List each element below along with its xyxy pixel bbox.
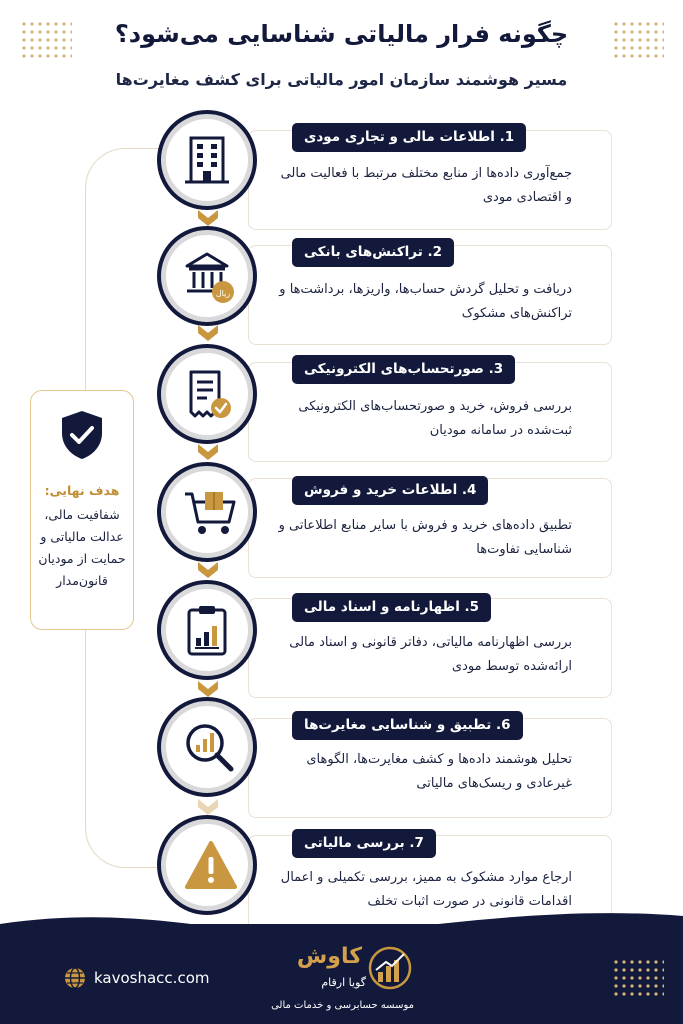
logo-tagline: موسسه حسابرسی و خدمات مالی: [271, 1000, 414, 1011]
decorative-dots: [612, 958, 664, 996]
logo-subtitle: گویا ارقام: [321, 976, 366, 989]
step-desc-3: بررسی فروش، خرید و صورتحساب‌های الکترونیکی ثبت‌شده در سامانه مودیان: [298, 399, 572, 439]
goal-box: [30, 390, 134, 630]
growth-chart-icon: [368, 944, 412, 992]
warning-icon: [183, 839, 239, 895]
step-title-6: 6. تطبیق و شناسایی مغایرت‌ها: [292, 711, 523, 740]
building-icon: [183, 134, 231, 186]
step-title-2: 2. تراکنش‌های بانکی: [292, 238, 454, 267]
shield-check-icon: [59, 409, 105, 461]
step-icon-circle-1: [157, 110, 257, 210]
invoice-icon: [183, 368, 235, 424]
logo-name: کاوش: [296, 944, 362, 969]
clipboard-chart-icon: [183, 604, 235, 660]
brand-logo: [271, 938, 414, 1018]
step-title-3: 3. صورتحساب‌های الکترونیکی: [292, 355, 515, 384]
page-title: چگونه فرار مالیاتی شناسایی می‌شود؟: [114, 20, 569, 48]
step-title-7: 7. بررسی مالیاتی: [292, 829, 436, 858]
currency-badge: ریال: [215, 289, 231, 298]
step-icon-circle-4: [157, 462, 257, 562]
chevron-down-icon: [196, 558, 220, 582]
step-icon-circle-5: [157, 580, 257, 680]
step-title-5: 5. اظهارنامه و اسناد مالی: [292, 593, 491, 622]
chevron-down-icon: [196, 440, 220, 464]
step-desc-4: تطبیق داده‌های خرید و فروش با سایر منابع اطلاعاتی و شناسایی تفاوت‌ها: [278, 518, 572, 558]
step-title-1: 1. اطلاعات مالی و تجاری مودی: [292, 123, 526, 152]
page-subtitle: مسیر هوشمند سازمان امور مالیاتی برای کشف مغایرت‌ها: [115, 70, 568, 89]
website-text: kavoshacc.com: [94, 969, 210, 987]
website-link[interactable]: [64, 967, 209, 989]
bank-icon: [183, 250, 235, 306]
goal-text: شفافیت مالی، عدالت مالیاتی و حمایت از مودیان قانون‌مدار: [38, 507, 126, 588]
step-icon-circle-3: [157, 344, 257, 444]
step-desc-5: بررسی اظهارنامه مالیاتی، دفاتر قانونی و اسناد مالی ارائه‌شده توسط مودی: [289, 635, 572, 675]
step-icon-circle-6: [157, 697, 257, 797]
cart-icon: [183, 486, 239, 542]
goal-title: هدف نهایی:: [44, 483, 120, 498]
step-desc-1: جمع‌آوری داده‌ها از منابع مختلف مرتبط با فعالیت مالی و اقتصادی مودی: [280, 166, 572, 206]
step-title-4: 4. اطلاعات خرید و فروش: [292, 476, 488, 505]
chevron-down-icon: [196, 321, 220, 345]
magnifier-chart-icon: [183, 721, 239, 777]
step-icon-circle-2: [157, 226, 257, 326]
globe-icon: [64, 967, 86, 989]
step-desc-7: ارجاع موارد مشکوک به ممیز، بررسی تکمیلی و اعمال اقدامات قانونی در صورت اثبات تخلف: [280, 870, 572, 910]
step-desc-2: دریافت و تحلیل گردش حساب‌ها، واریزها، برداشت‌ها و تراکنش‌های مشکوک: [279, 282, 572, 322]
step-desc-6: تحلیل هوشمند داده‌ها و کشف مغایرت‌ها، الگوهای غیرعادی و ریسک‌های مالیاتی: [306, 752, 572, 792]
